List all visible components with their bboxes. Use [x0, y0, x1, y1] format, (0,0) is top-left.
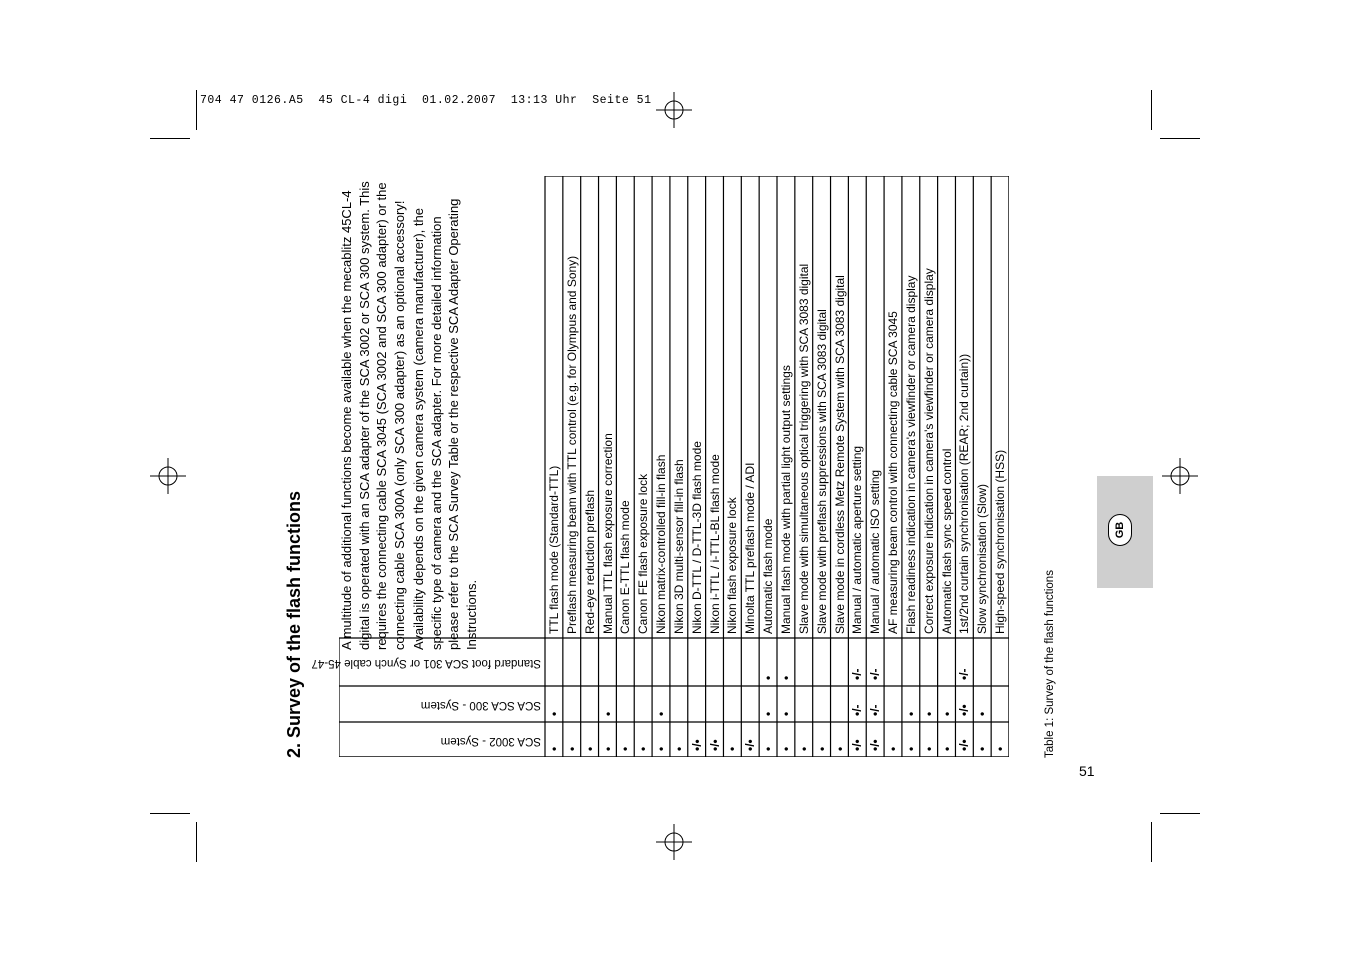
section-title-wrap — [284, 491, 305, 758]
crop-mark — [150, 138, 190, 139]
availability-mark: • — [779, 711, 793, 716]
function-label: Correct exposure indication in camera's viewfinder or camera display — [921, 268, 936, 634]
availability-mark: •/• — [689, 739, 704, 751]
crop-mark — [196, 90, 197, 130]
availability-mark: • — [921, 746, 936, 751]
crop-mark — [1151, 90, 1152, 130]
function-label: TTL flash mode (Standard-TTL) — [547, 465, 561, 634]
registration-mark-icon — [1162, 458, 1198, 494]
crop-mark — [1160, 138, 1200, 139]
availability-mark: • — [582, 746, 597, 751]
column-header: SCA SCA 300 - System — [420, 699, 541, 711]
availability-mark: • — [600, 711, 615, 716]
availability-mark: • — [654, 711, 669, 716]
function-label: Nikon i-TTL / i-TTL-BL flash mode — [707, 454, 722, 634]
function-label: Nikon matrix-controlled fill-in flash — [654, 454, 669, 634]
function-label: Slave mode with simultaneous optical triggering with SCA 3083 digital — [796, 263, 811, 634]
function-label: Slave mode in cordless Metz Remote System with SCA 3083 digital — [832, 275, 847, 634]
availability-mark: • — [975, 746, 990, 751]
function-label: Slow synchronisation (Slow) — [975, 483, 990, 634]
availability-mark: • — [725, 746, 740, 751]
function-label: Nikon 3D multi-sensor fill-in flash — [671, 459, 686, 634]
function-label: Manual / automatic ISO setting — [868, 469, 883, 634]
function-label: Manual TTL flash exposure correction — [600, 433, 615, 634]
intro-paragraph: A multitude of additional functions become available when the mecablitz 45CL-4 digital is operated with an SCA adapter of the SCA 3002 or SCA 300 system. This requires the connecting cable SCA 3045 (SCA 3002 and SCA 300 adapter) or the connecting cable SCA 300A (only SCA 300 adapter) as an optional accessory! — [339, 181, 407, 650]
function-label: 1st/2nd curtain synchronisation (REAR; 2nd curtain)) — [957, 353, 972, 634]
function-label: Canon FE flash exposure lock — [636, 473, 651, 634]
availability-mark: •/• — [957, 739, 972, 751]
availability-mark: • — [975, 711, 990, 716]
availability-mark: • — [761, 675, 776, 680]
function-label: AF measuring beam control with connecting cable SCA 3045 — [886, 311, 901, 634]
function-label: Manual / automatic aperture setting — [850, 445, 865, 634]
availability-mark: •/- — [868, 668, 883, 680]
function-label: Nikon D-TTL / D-TTL-3D flash mode — [689, 441, 704, 634]
availability-mark: • — [921, 711, 936, 716]
availability-mark: • — [671, 746, 686, 751]
availability-mark: •/• — [707, 739, 722, 751]
availability-mark: •/• — [868, 739, 883, 751]
availability-mark: • — [547, 746, 561, 751]
crop-mark — [1160, 813, 1200, 814]
function-label: Preflash measuring beam with TTL control (e.g. for Olympus and Sony) — [564, 255, 579, 634]
function-label: Minolta TTL preflash mode / ADI — [743, 462, 758, 634]
function-label: Slave mode with preflash suppressions with SCA 3083 digital — [814, 309, 829, 634]
availability-mark: •/• — [957, 704, 972, 716]
crop-mark — [196, 822, 197, 862]
availability-mark: •/- — [957, 668, 972, 680]
function-label: Nikon flash exposure lock — [725, 497, 740, 634]
availability-mark: • — [761, 711, 776, 716]
availability-mark: • — [939, 711, 954, 716]
availability-mark: • — [761, 746, 776, 751]
page-number: 51 — [1079, 763, 1095, 779]
availability-mark: • — [654, 746, 669, 751]
language-badge: GB — [1108, 514, 1132, 546]
function-label: Flash readiness indication in camera's viewfinder or camera display — [903, 275, 918, 634]
registration-mark-icon — [656, 92, 692, 128]
print-header: 704 47 0126.A5 45 CL-4 digi 01.02.2007 13:13 Uhr Seite 51 — [200, 94, 652, 107]
availability-mark: • — [547, 711, 561, 716]
availability-mark: • — [903, 746, 918, 751]
crop-mark — [150, 813, 190, 814]
availability-mark: • — [636, 746, 651, 751]
availability-mark: • — [564, 746, 579, 751]
column-header: Standard foot SCA 301 or Synch cable 45-47 — [311, 657, 541, 669]
availability-mark: • — [814, 746, 829, 751]
intro-paragraph: Availability depends on the given camera system (camera manufacturer), the specific type of camera and the SCA adapter. For more detailed information please refer to the SCA Survey Table or the respective SCA Adapter Operating Instructions. — [411, 198, 479, 650]
availability-mark: •/- — [850, 704, 865, 716]
availability-mark: • — [779, 675, 793, 680]
availability-mark: • — [832, 746, 847, 751]
function-label: Automatic flash sync speed control — [939, 448, 954, 634]
registration-mark-icon — [656, 824, 692, 860]
function-label: Canon E-TTL flash mode — [618, 500, 633, 634]
column-header: SCA 3002 - System — [440, 734, 541, 747]
availability-mark: •/• — [743, 739, 758, 751]
availability-mark: • — [600, 746, 615, 751]
availability-mark: • — [886, 746, 901, 751]
function-label: Red-eye reduction preflash — [582, 489, 597, 634]
registration-mark-icon — [150, 458, 186, 494]
availability-mark: •/- — [850, 668, 865, 680]
availability-mark: •/- — [868, 704, 883, 716]
function-label: Automatic flash mode — [761, 518, 776, 634]
availability-mark: • — [939, 746, 954, 751]
crop-mark — [1151, 822, 1152, 862]
caption-wrap — [1044, 570, 1056, 758]
availability-mark: •/• — [850, 739, 865, 751]
section-title: 2. Survey of the flash functions — [284, 490, 304, 758]
availability-mark: • — [796, 746, 811, 751]
table-caption: Table 1: Survey of the flash functions — [1044, 570, 1056, 758]
availability-mark: • — [903, 711, 918, 716]
function-label: High-speed synchronisation (HSS) — [993, 449, 1008, 634]
availability-mark: • — [993, 746, 1008, 751]
function-label: Manual flash mode with partial light output settings — [779, 365, 793, 634]
availability-mark: • — [618, 746, 633, 751]
availability-mark: • — [779, 746, 793, 751]
